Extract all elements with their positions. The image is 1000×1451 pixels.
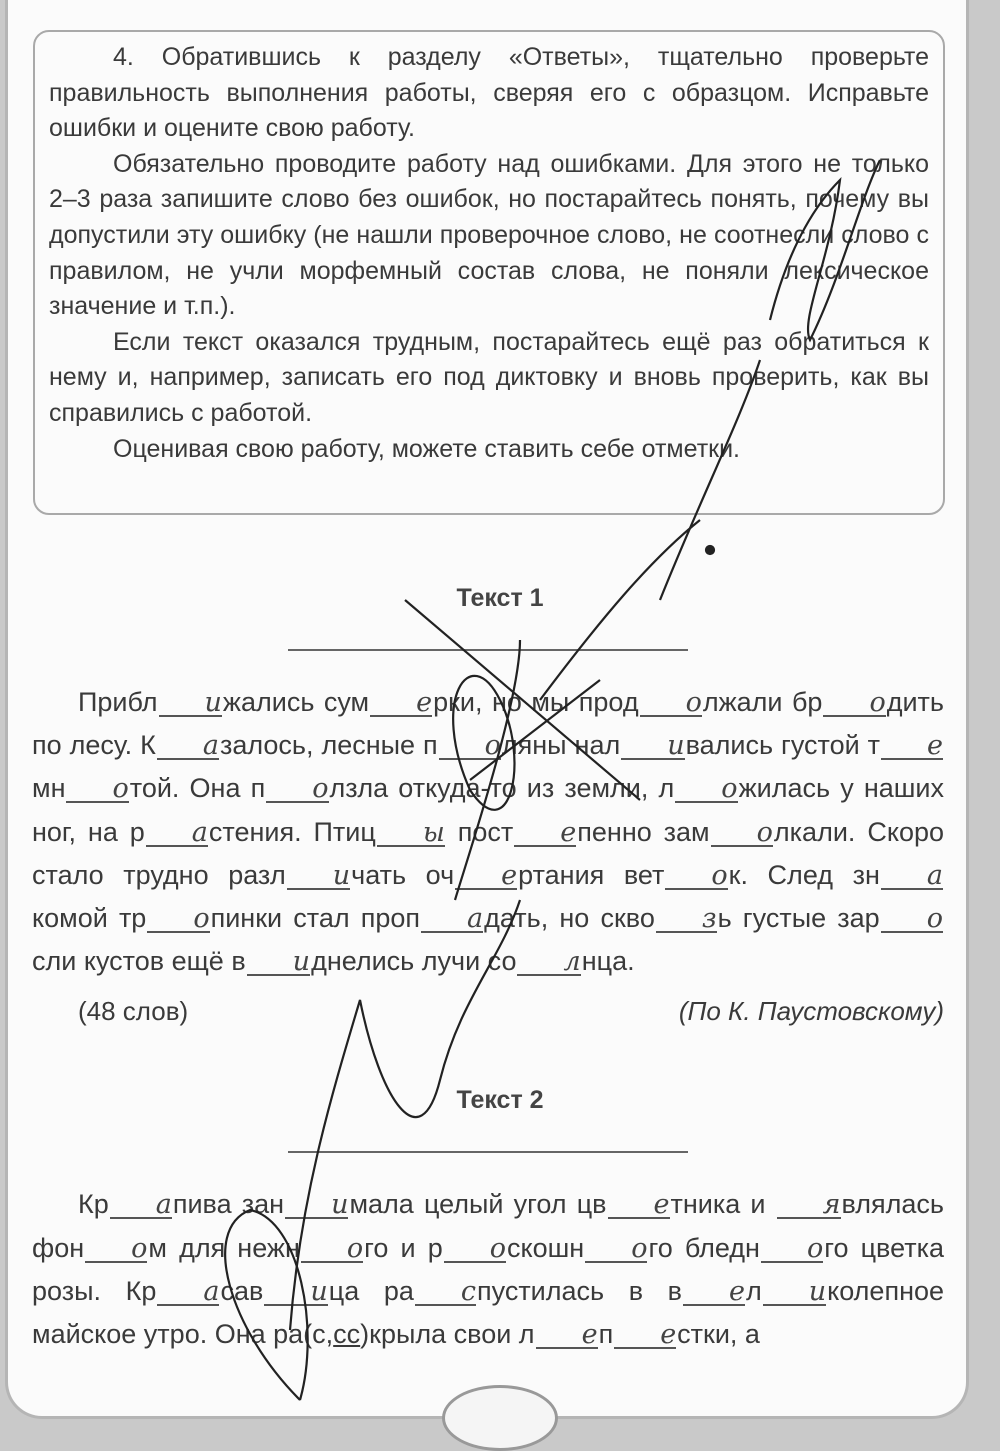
filled-blank: е xyxy=(370,691,432,717)
filled-blank: и xyxy=(264,1280,327,1306)
filled-blank: о xyxy=(675,777,737,803)
text1-paragraph: Прибл ижались сум ерки, но мы прод олжали бр одить по лесу. К азалось, лесные п оляны нал ивались густой т емн отой. Она п олзла откуда-то из земли, л ожилась у наших ног, на р астения. Птиц ы пост епенно зам олкали. Скоро стало трудно разл ичать оч ертания вет ок. След зн акомой тр опинки стал проп адать, но скво зь густые зар осли кустов ещё в иднелись лучи со лнца. xyxy=(32,687,945,978)
instructions-box xyxy=(33,30,945,515)
filled-blank: о xyxy=(823,691,885,717)
filled-blank: е xyxy=(536,1323,598,1349)
divider xyxy=(288,1151,688,1153)
filled-blank: и xyxy=(763,1280,826,1306)
filled-blank: и xyxy=(621,734,684,760)
filled-blank: ы xyxy=(377,821,445,847)
instruction-paragraph: Оценивая свою работу, можете ставить себе отметки. xyxy=(113,434,740,463)
filled-blank: л xyxy=(517,950,580,976)
word-count: (48 слов) xyxy=(78,996,189,1027)
filled-blank: и xyxy=(285,1193,348,1219)
filled-blank: а xyxy=(146,821,208,847)
page-number-badge xyxy=(442,1385,558,1451)
text2-paragraph: Кр апива зан имала целый угол цв етника и являлась фон ом для нежн ого и р оскошн ого бледн ого цветка розы. Кр асав ица ра спустилась в в ел иколепное майское утро. Она ра(с,сс)крыла свои л еп естки, а xyxy=(32,1189,945,1351)
filled-blank: и xyxy=(247,950,310,976)
instruction-paragraph: 4. Обратившись к разделу «Ответы», тщательно проверьте правильность выполнения работы, сверяя его с образцом. Исправьте ошибки и оцените свою работу. xyxy=(49,43,929,143)
text2-title: Текст 2 xyxy=(456,1086,544,1115)
filled-blank: о xyxy=(444,1237,506,1263)
filled-blank: о xyxy=(439,734,501,760)
underlined-choice: сс xyxy=(333,1319,361,1350)
filled-blank: о xyxy=(665,864,727,890)
filled-blank: о xyxy=(301,1237,363,1263)
filled-blank: е xyxy=(683,1280,745,1306)
filled-blank: о xyxy=(711,821,773,847)
workbook-page xyxy=(8,0,966,1416)
text1-body xyxy=(32,681,944,983)
filled-blank: о xyxy=(266,777,328,803)
filled-blank: з xyxy=(656,907,717,933)
filled-blank: и xyxy=(287,864,350,890)
text1-footer xyxy=(78,995,944,1027)
filled-blank: а xyxy=(157,734,219,760)
filled-blank: о xyxy=(66,777,128,803)
source-attribution: (По К. Паустовскому) xyxy=(678,996,944,1027)
filled-blank: и xyxy=(159,691,222,717)
filled-blank: а xyxy=(421,907,483,933)
filled-blank: о xyxy=(147,907,209,933)
filled-blank: е xyxy=(608,1193,670,1219)
filled-blank: я xyxy=(777,1193,841,1219)
filled-blank: о xyxy=(640,691,702,717)
filled-blank: е xyxy=(614,1323,676,1349)
instruction-paragraph: Если текст оказался трудным, постарайтесь ещё раз обратиться к нему и, например, записать его под диктовку и вновь проверить, как вы справились с работой. xyxy=(49,327,929,427)
filled-blank: а xyxy=(881,864,943,890)
filled-blank: е xyxy=(881,734,943,760)
instruction-paragraph: Обязательно проводите работу над ошибками. Для этого не только 2–3 раза запишите слово без ошибок, но постарайтесь понять, почему вы допустили эту ошибку (не нашли проверочное слово, не соотнесли слово с правилом, не учли морфемный состав слова, не поняли лексическое значение и т.п.). xyxy=(49,149,929,321)
filled-blank: с xyxy=(415,1280,476,1306)
filled-blank: а xyxy=(110,1193,172,1219)
divider xyxy=(288,649,688,651)
filled-blank: е xyxy=(514,821,576,847)
filled-blank: о xyxy=(761,1237,823,1263)
text1-title: Текст 1 xyxy=(456,584,544,612)
filled-blank: о xyxy=(85,1237,147,1263)
filled-blank: о xyxy=(585,1237,647,1263)
text2-body xyxy=(32,1183,944,1356)
filled-blank: е xyxy=(455,864,517,890)
filled-blank: а xyxy=(157,1280,219,1306)
filled-blank: о xyxy=(881,907,943,933)
